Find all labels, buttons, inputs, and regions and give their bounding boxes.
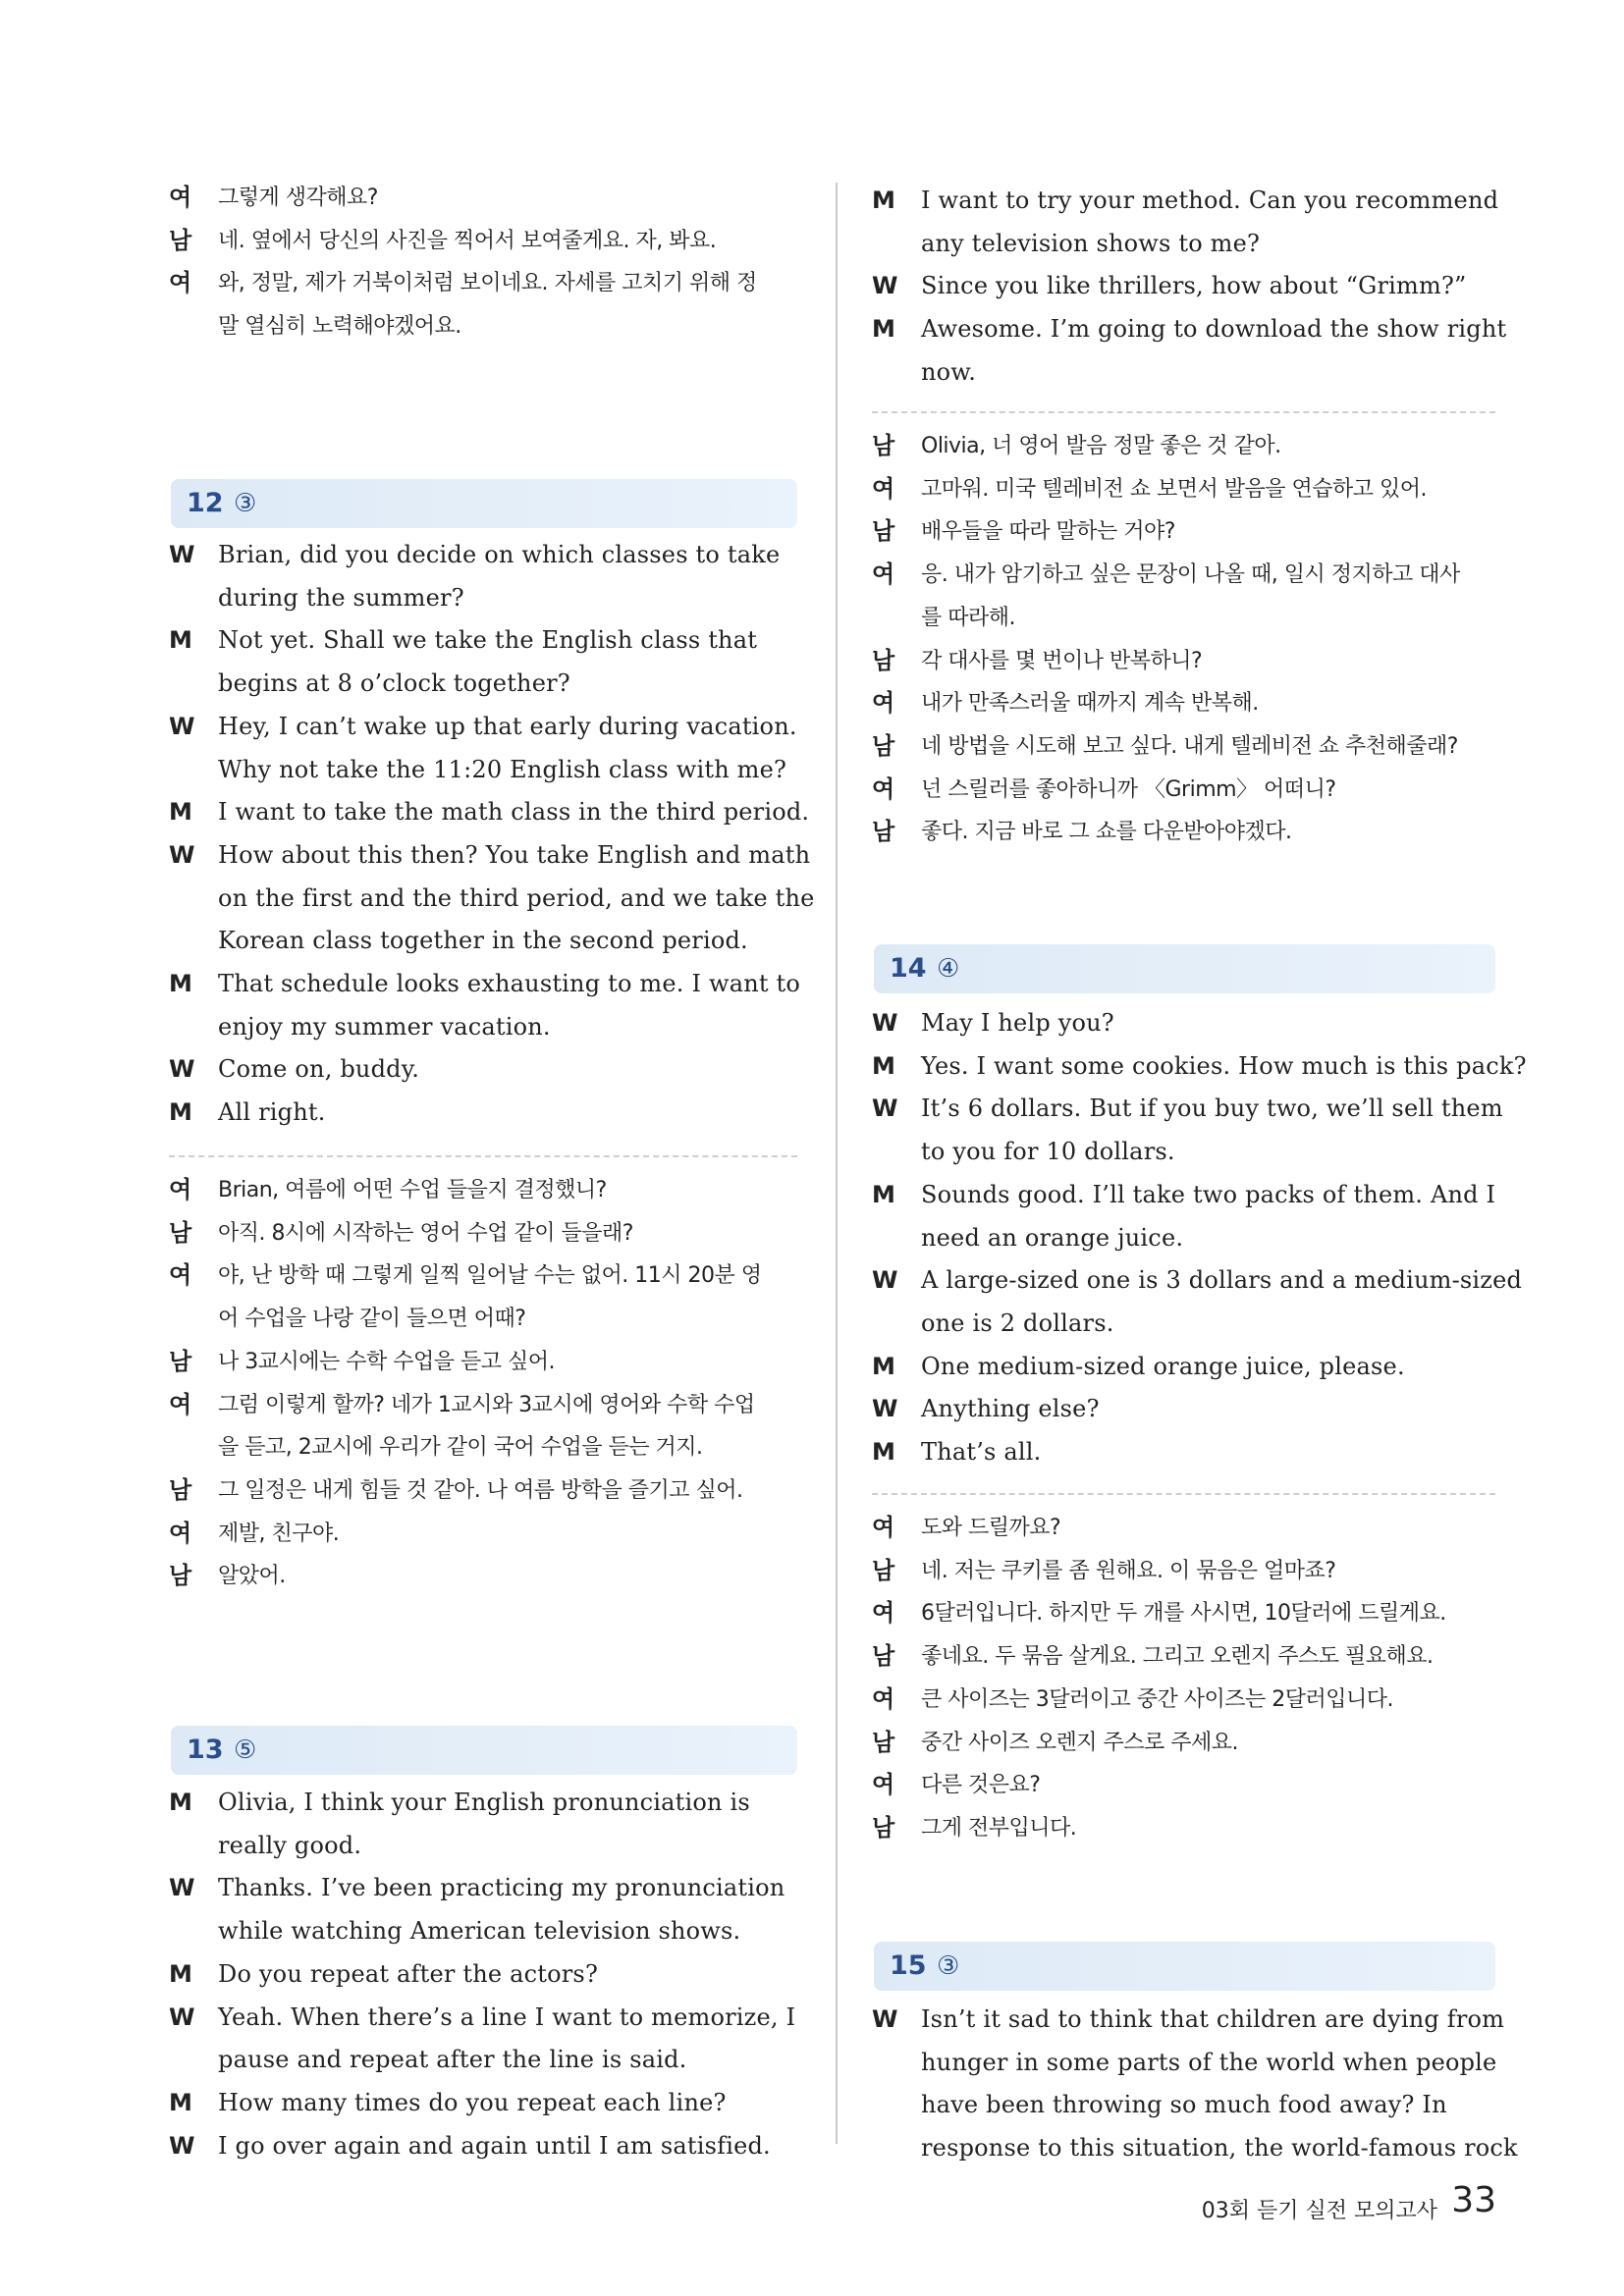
question-number: 15 <box>890 1950 927 1981</box>
speaker-label: 여 <box>872 561 895 589</box>
dialogue-text: 야, 난 방학 때 그렇게 일찍 일어날 수는 없어. 11시 20분 영 <box>218 1263 762 1289</box>
dialogue-line <box>872 1592 1495 1634</box>
dialogue-text: 아직. 8시에 시작하는 영어 수업 같이 들을래? <box>218 1220 633 1246</box>
speaker-label: 여 <box>872 1514 895 1541</box>
dialogue-line <box>169 706 797 748</box>
dialogue-text: Hey, I can’t wake up that early during vacation. <box>218 712 797 740</box>
dialogue-text: need an orange juice. <box>921 1223 1184 1252</box>
speaker-label: 남 <box>169 1218 192 1247</box>
dialogue-line <box>872 351 1495 394</box>
dialogue-text: How many times do you repeat each line? <box>218 2088 727 2116</box>
question-header <box>874 1942 1495 1991</box>
speaker-label: 여 <box>872 1599 895 1628</box>
dialogue-text: Why not take the 11:20 English class with me? <box>218 755 787 783</box>
dialogue-line <box>872 2127 1518 2169</box>
speaker-label: 남 <box>169 226 192 254</box>
question-answer: ③ <box>234 489 257 518</box>
dialogue-line <box>872 725 1495 768</box>
speaker-label: M <box>872 1352 895 1380</box>
dialogue-line <box>169 1341 797 1383</box>
section-divider <box>169 1155 797 1157</box>
dialogue-line <box>872 1002 1495 1044</box>
dialogue-line <box>872 769 1495 811</box>
speaker-label: M <box>872 315 895 344</box>
dialogue-text: How about this then? You take English and math <box>218 840 811 869</box>
speaker-label: 남 <box>872 1556 895 1584</box>
dialogue-text: 도와 드릴까요? <box>921 1516 1061 1540</box>
dialogue-text: 중간 사이즈 오렌지 주스로 주세요. <box>921 1730 1238 1755</box>
dialogue-line <box>169 2125 797 2167</box>
speaker-label: M <box>872 1180 895 1208</box>
dialogue-text: 나 3교시에는 수학 수업을 듣고 싶어. <box>218 1349 555 1374</box>
speaker-label: 여 <box>872 689 895 718</box>
speaker-label: 남 <box>872 818 895 846</box>
dialogue-line <box>872 1507 1495 1549</box>
speaker-label: 여 <box>169 1519 192 1547</box>
dialogue-text: 좋네요. 두 묶음 살게요. 그리고 오렌지 주스도 필요해요. <box>921 1644 1434 1670</box>
question-number: 12 <box>187 488 224 518</box>
question-answer: ③ <box>937 1951 960 1981</box>
speaker-label: 여 <box>872 474 895 503</box>
speaker-label: M <box>169 1789 192 1816</box>
dialogue-text: I want to try your method. Can you recommend <box>921 187 1499 214</box>
dialogue-line <box>169 963 801 1005</box>
speaker-label: W <box>872 272 898 300</box>
speaker-label: M <box>872 1438 895 1466</box>
dialogue-line <box>872 1303 1495 1345</box>
dialogue-line <box>169 220 797 262</box>
dialogue-text: 그 일정은 내게 힘들 것 같아. 나 여름 방학을 즐기고 싶어. <box>218 1477 743 1503</box>
speaker-label: M <box>169 2088 192 2116</box>
dialogue-text: Come on, buddy. <box>218 1055 420 1084</box>
dialogue-text: Awesome. I’m going to download the show right <box>921 315 1507 344</box>
dialogue-line <box>169 619 797 662</box>
question-header <box>874 944 1495 993</box>
dialogue-line <box>872 1550 1495 1592</box>
speaker-label: 남 <box>872 1642 895 1671</box>
speaker-label: 여 <box>872 1684 895 1713</box>
dialogue-text: while watching American television shows. <box>218 1917 741 1946</box>
dialogue-text: now. <box>921 357 977 386</box>
dialogue-text: 네 방법을 시도해 보고 싶다. 내게 텔레비전 쇼 추천해줄래? <box>921 733 1458 759</box>
speaker-label: 남 <box>872 517 895 546</box>
speaker-label: 남 <box>169 1475 192 1504</box>
dialogue-line <box>169 1006 797 1048</box>
dialogue-line <box>169 834 811 877</box>
dialogue-text: Olivia, I think your English pronunciation is <box>218 1789 750 1816</box>
dialogue-line <box>872 180 1499 222</box>
dialogue-text: Sounds good. I’ll take two packs of them. And I <box>921 1180 1496 1208</box>
dialogue-line <box>169 1867 797 1909</box>
speaker-label: 남 <box>872 731 895 760</box>
dialogue-text: 를 따라해. <box>921 605 1015 630</box>
speaker-label: M <box>169 1959 192 1988</box>
dialogue-text: I want to take the math class in the third period. <box>218 798 810 827</box>
dialogue-line <box>169 1782 797 1824</box>
speaker-label: W <box>169 541 195 568</box>
dialogue-line <box>169 1212 797 1255</box>
dialogue-text: 내가 만족스러울 때까지 계속 반복해. <box>921 691 1259 717</box>
section-divider <box>872 411 1495 413</box>
dialogue-line <box>169 262 797 304</box>
speaker-label: 여 <box>169 184 192 211</box>
speaker-label: 여 <box>872 774 895 803</box>
dialogue-text: on the first and the third period, and we take the <box>218 883 815 912</box>
dialogue-line <box>872 1431 1495 1473</box>
dialogue-line <box>872 1722 1495 1764</box>
dialogue-line <box>169 1555 797 1597</box>
dialogue-text: Brian, did you decide on which classes to take <box>218 541 781 568</box>
speaker-label: 여 <box>169 269 192 297</box>
dialogue-line <box>169 749 797 791</box>
dialogue-line <box>169 1469 797 1512</box>
speaker-label: W <box>872 1095 898 1123</box>
dialogue-line <box>169 1384 797 1426</box>
dialogue-line <box>872 510 1495 553</box>
column-divider <box>836 183 838 2144</box>
dialogue-line <box>169 534 797 576</box>
dialogue-line <box>169 1513 797 1555</box>
dialogue-text: 6달러입니다. 하지만 두 개를 사시면, 10달러에 드릴게요. <box>921 1601 1446 1627</box>
dialogue-line <box>169 2039 797 2081</box>
dialogue-text: begins at 8 o’clock together? <box>218 669 570 698</box>
dialogue-line <box>169 1255 797 1297</box>
dialogue-text: one is 2 dollars. <box>921 1308 1114 1337</box>
speaker-label: W <box>169 1874 195 1902</box>
speaker-label: W <box>169 2131 195 2160</box>
dialogue-line <box>872 1346 1495 1388</box>
dialogue-text: pause and repeat after the line is said. <box>218 2046 687 2074</box>
dialogue-text: Olivia, 너 영어 발음 정말 좋은 것 같아. <box>921 434 1281 458</box>
dialogue-line <box>872 1131 1495 1173</box>
question-header <box>171 479 797 528</box>
speaker-label: 남 <box>872 1813 895 1842</box>
speaker-label: W <box>169 712 195 740</box>
speaker-label: W <box>872 1009 898 1037</box>
dialogue-line <box>872 1679 1495 1721</box>
dialogue-text: Not yet. Shall we take the English class that <box>218 626 758 655</box>
dialogue-text: 알았어. <box>218 1564 286 1589</box>
dialogue-line <box>872 682 1495 724</box>
dialogue-line <box>169 1997 797 2039</box>
dialogue-line <box>872 640 1495 682</box>
speaker-label: M <box>872 1051 895 1080</box>
speaker-label: W <box>169 840 195 869</box>
speaker-label: 남 <box>872 1728 895 1756</box>
dialogue-text: 다른 것은요? <box>921 1773 1041 1798</box>
dialogue-text: I go over again and again until I am satisfied. <box>218 2131 771 2160</box>
dialogue-line <box>872 2084 1495 2126</box>
dialogue-line <box>169 1426 797 1468</box>
dialogue-text: 각 대사를 몇 번이나 반복하니? <box>921 648 1203 673</box>
dialogue-line <box>872 1217 1495 1259</box>
question-header <box>171 1726 797 1775</box>
dialogue-text: 네. 저는 쿠키를 좀 원해요. 이 묶음은 얼마죠? <box>921 1558 1336 1583</box>
dialogue-text: 넌 스릴러를 좋아하니까 〈Grimm〉 어떠니? <box>921 776 1336 802</box>
speaker-label: M <box>169 1098 192 1127</box>
dialogue-line <box>169 305 797 347</box>
dialogue-line <box>872 1259 1523 1302</box>
speaker-label: M <box>169 626 192 655</box>
dialogue-text: It’s 6 dollars. But if you buy two, we’ll sell them <box>921 1095 1503 1123</box>
dialogue-line <box>169 1953 797 1996</box>
dialogue-line <box>872 811 1495 853</box>
speaker-label: W <box>169 2002 195 2031</box>
dialogue-line <box>872 1764 1495 1806</box>
dialogue-text: Isn’t it sad to think that children are dying from <box>921 2005 1505 2033</box>
dialogue-line <box>169 1048 797 1091</box>
dialogue-text: hunger in some parts of the world when people <box>921 2048 1497 2076</box>
dialogue-text: 큰 사이즈는 3달러이고 중간 사이즈는 2달러입니다. <box>921 1686 1393 1712</box>
dialogue-text: to you for 10 dollars. <box>921 1138 1175 1166</box>
dialogue-text: 제발, 친구야. <box>218 1521 340 1546</box>
dialogue-line <box>169 1825 797 1867</box>
dialogue-text: during the summer? <box>218 583 464 612</box>
dialogue-line <box>169 791 810 833</box>
dialogue-text: May I help you? <box>921 1009 1114 1037</box>
dialogue-line <box>872 1174 1495 1216</box>
speaker-label: 남 <box>872 646 895 674</box>
dialogue-text: response to this situation, the world-famous rock <box>921 2134 1518 2163</box>
dialogue-text: Thanks. I’ve been practicing my pronunciation <box>218 1874 785 1902</box>
dialogue-line <box>169 878 815 920</box>
dialogue-text: 응. 내가 암기하고 싶은 문장이 나올 때, 일시 정지하고 대사 <box>921 562 1460 588</box>
dialogue-line <box>872 554 1495 596</box>
speaker-label: 여 <box>872 1771 895 1799</box>
dialogue-line <box>872 1807 1495 1849</box>
speaker-label: W <box>872 2005 898 2033</box>
dialogue-text: Yeah. When there’s a line I want to memorize, I <box>218 2002 796 2031</box>
question-number: 13 <box>187 1735 224 1765</box>
dialogue-line <box>169 663 797 705</box>
dialogue-line <box>872 468 1495 510</box>
dialogue-line <box>169 2082 797 2124</box>
dialogue-line <box>169 920 797 962</box>
dialogue-text: Anything else? <box>921 1395 1100 1423</box>
dialogue-text: 그게 전부입니다. <box>921 1815 1077 1841</box>
dialogue-text: really good. <box>218 1831 362 1859</box>
section-divider <box>872 1493 1495 1495</box>
dialogue-text: enjoy my summer vacation. <box>218 1012 551 1041</box>
speaker-label: 남 <box>872 432 895 459</box>
dialogue-text: 말 열심히 노력해야겠어요. <box>218 314 461 340</box>
dialogue-line <box>169 577 797 619</box>
dialogue-text: 좋다. 지금 바로 그 쇼를 다운받아야겠다. <box>921 820 1292 845</box>
dialogue-text: 그럼 이렇게 할까? 네가 1교시와 3교시에 영어와 수학 수업 <box>218 1392 755 1417</box>
dialogue-line <box>872 265 1495 307</box>
dialogue-line <box>872 1088 1503 1130</box>
dialogue-line <box>872 2042 1495 2084</box>
dialogue-text: Yes. I want some cookies. How much is this pack? <box>921 1051 1527 1080</box>
speaker-label: 여 <box>169 1176 192 1203</box>
dialogue-line <box>169 1092 797 1134</box>
speaker-label: W <box>872 1266 898 1295</box>
dialogue-text: A large-sized one is 3 dollars and a medium-sized <box>921 1266 1523 1295</box>
dialogue-text: That schedule looks exhausting to me. I want to <box>218 970 801 997</box>
dialogue-text: That’s all. <box>921 1438 1042 1466</box>
speaker-label: 남 <box>169 1347 192 1375</box>
speaker-label: M <box>872 187 895 214</box>
dialogue-line <box>872 425 1495 467</box>
dialogue-text: 고마워. 미국 텔레비전 쇼 보면서 발음을 연습하고 있어. <box>921 476 1427 502</box>
dialogue-text: have been throwing so much food away? In <box>921 2091 1447 2119</box>
dialogue-text: 와, 정말, 제가 거북이처럼 보이네요. 자세를 고치기 위해 정 <box>218 271 757 296</box>
speaker-label: 여 <box>169 1261 192 1290</box>
speaker-label: M <box>169 798 192 827</box>
dialogue-text: Korean class together in the second period. <box>218 927 748 955</box>
speaker-label: 남 <box>169 1562 192 1590</box>
question-number: 14 <box>890 953 927 984</box>
dialogue-line <box>169 1298 797 1340</box>
dialogue-text: Since you like thrillers, how about “Grimm?” <box>921 272 1467 300</box>
dialogue-line <box>872 597 1495 639</box>
dialogue-text: 네. 옆에서 당신의 사진을 찍어서 보여줄게요. 자, 봐요. <box>218 228 717 253</box>
dialogue-line <box>872 1999 1505 2041</box>
dialogue-line <box>169 1910 797 1952</box>
dialogue-text: 을 듣고, 2교시에 우리가 같이 국어 수업을 듣는 거지. <box>218 1435 703 1461</box>
dialogue-line <box>872 1388 1495 1430</box>
footer-title: 03회 듣기 실전 모의고사 <box>1201 2199 1437 2223</box>
question-answer: ④ <box>937 954 960 984</box>
dialogue-line <box>169 1169 797 1211</box>
dialogue-text: Do you repeat after the actors? <box>218 1959 599 1988</box>
dialogue-text: All right. <box>218 1098 326 1127</box>
dialogue-text: any television shows to me? <box>921 229 1261 257</box>
speaker-label: 여 <box>169 1390 192 1418</box>
dialogue-text: 배우들을 따라 말하는 거야? <box>921 519 1175 545</box>
speaker-label: W <box>872 1395 898 1423</box>
dialogue-line <box>872 1045 1527 1088</box>
speaker-label: M <box>169 970 192 997</box>
dialogue-line <box>872 223 1495 265</box>
dialogue-text: 어 수업을 나랑 같이 들으면 어때? <box>218 1307 526 1332</box>
dialogue-line <box>872 1635 1495 1678</box>
dialogue-text: 그렇게 생각해요? <box>218 186 378 210</box>
dialogue-text: Brian, 여름에 어떤 수업 들을지 결정했니? <box>218 1178 607 1202</box>
dialogue-text: One medium-sized orange juice, please. <box>921 1352 1405 1380</box>
dialogue-line <box>169 177 797 219</box>
question-answer: ⑤ <box>234 1735 257 1765</box>
speaker-label: W <box>169 1055 195 1084</box>
page-number: 33 <box>1451 2180 1496 2220</box>
dialogue-line <box>872 308 1507 350</box>
